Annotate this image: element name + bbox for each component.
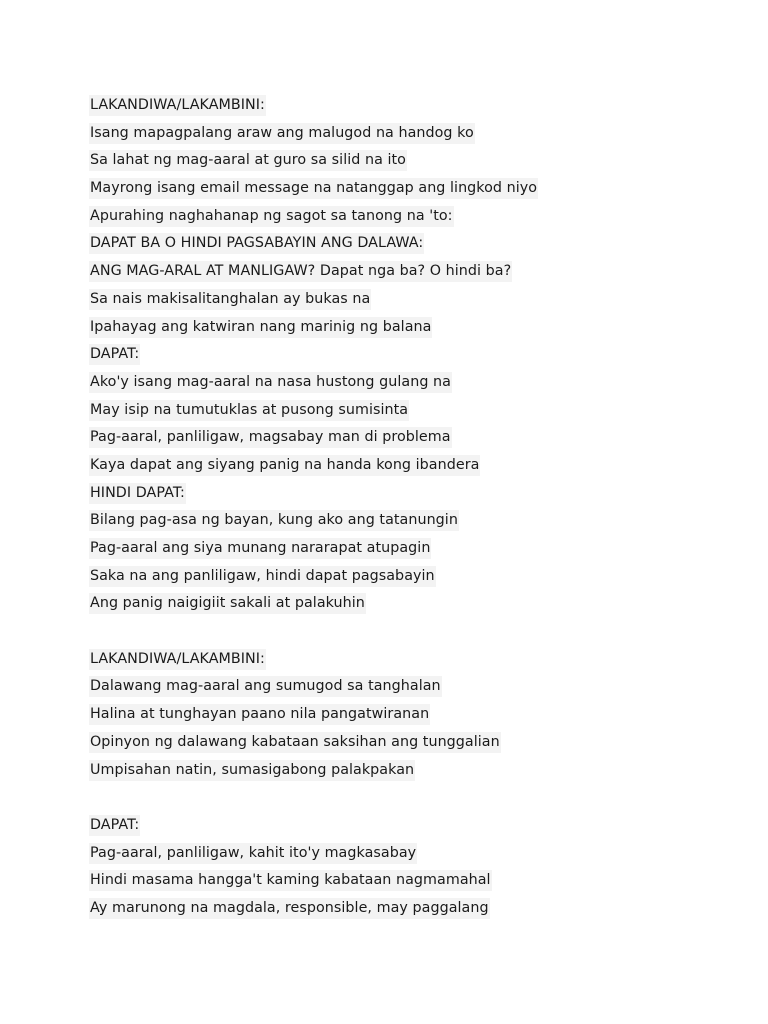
- text-line: Bilang pag-asa ng bayan, kung ako ang tatanungin: [89, 505, 709, 533]
- text-line: Ako'y isang mag-aaral na nasa hustong gulang na: [89, 367, 709, 395]
- text-line: Sa nais makisalitanghalan ay bukas na: [89, 284, 709, 312]
- text-line: Saka na ang panliligaw, hindi dapat pagsabayin: [89, 561, 709, 589]
- text-line: May isip na tumutuklas at pusong sumisinta: [89, 395, 709, 423]
- text-line: DAPAT BA O HINDI PAGSABAYIN ANG DALAWA:: [89, 228, 709, 256]
- text-line: Ang panig naigigiit sakali at palakuhin: [89, 588, 709, 616]
- blank-line: [89, 782, 709, 810]
- text-line: Pag-aaral ang siya munang nararapat atupagin: [89, 533, 709, 561]
- text-line: Sa lahat ng mag-aaral at guro sa silid na ito: [89, 145, 709, 173]
- blank-line: [89, 616, 709, 644]
- text-line: Isang mapagpalang araw ang malugod na handog ko: [89, 118, 709, 146]
- speaker-heading: LAKANDIWA/LAKAMBINI:: [89, 644, 709, 672]
- text-line: Umpisahan natin, sumasigabong palakpakan: [89, 755, 709, 783]
- text-line: Pag-aaral, panliligaw, magsabay man di problema: [89, 422, 709, 450]
- text-line: Ipahayag ang katwiran nang marinig ng balana: [89, 312, 709, 340]
- text-line: Kaya dapat ang siyang panig na handa kong ibandera: [89, 450, 709, 478]
- text-line: Hindi masama hangga't kaming kabataan nagmamahal: [89, 865, 709, 893]
- speaker-heading: DAPAT:: [89, 339, 709, 367]
- document-text: [89, 90, 709, 921]
- text-line: Ay marunong na magdala, responsible, may paggalang: [89, 893, 709, 921]
- text-line: ANG MAG-ARAL AT MANLIGAW? Dapat nga ba? O hindi ba?: [89, 256, 709, 284]
- text-line: Dalawang mag-aaral ang sumugod sa tanghalan: [89, 671, 709, 699]
- text-line: Opinyon ng dalawang kabataan saksihan ang tunggalian: [89, 727, 709, 755]
- text-line: Mayrong isang email message na natanggap ang lingkod niyo: [89, 173, 709, 201]
- text-line: Pag-aaral, panliligaw, kahit ito'y magkasabay: [89, 838, 709, 866]
- speaker-heading: HINDI DAPAT:: [89, 478, 709, 506]
- speaker-heading: LAKANDIWA/LAKAMBINI:: [89, 90, 709, 118]
- text-line: Apurahing naghahanap ng sagot sa tanong na 'to:: [89, 201, 709, 229]
- text-line: Halina at tunghayan paano nila pangatwiranan: [89, 699, 709, 727]
- speaker-heading: DAPAT:: [89, 810, 709, 838]
